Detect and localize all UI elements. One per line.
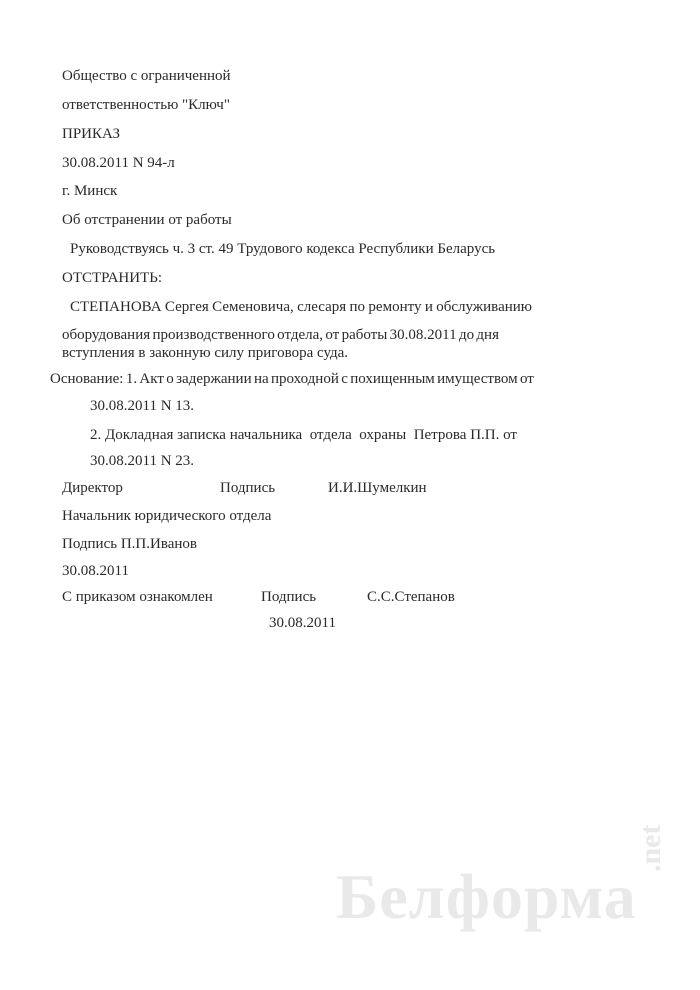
word: проходной bbox=[271, 371, 339, 387]
order-paragraph-line2 bbox=[62, 326, 499, 344]
grounds-line2: 30.08.2011 N 13. bbox=[90, 398, 195, 414]
order-paragraph-line3: вступления в законную силу приговора суда. bbox=[62, 345, 349, 361]
word: работы bbox=[341, 327, 388, 343]
watermark-domain: .net bbox=[634, 824, 667, 872]
org-name-line2: ответственностью "Ключ" bbox=[62, 97, 230, 113]
director-title: Директор bbox=[62, 480, 123, 496]
acknowledgement-label: С приказом ознакомлен bbox=[62, 589, 213, 605]
word: 30.08.2011 bbox=[389, 327, 457, 343]
word: СТЕПАНОВА bbox=[70, 299, 162, 315]
watermark-logo: Белформа bbox=[336, 861, 637, 932]
word: производственного bbox=[152, 327, 275, 343]
order-paragraph-line1 bbox=[70, 298, 532, 316]
grounds-line1 bbox=[50, 370, 534, 388]
word: Семеновича, bbox=[212, 299, 294, 315]
acknowledgement-name: С.С.Степанов bbox=[367, 589, 455, 605]
word: от bbox=[325, 327, 340, 343]
document-city: г. Минск bbox=[62, 183, 118, 199]
order-word: ОТСТРАНИТЬ: bbox=[62, 270, 163, 286]
word: задержании bbox=[176, 371, 252, 387]
word: отдела, bbox=[277, 327, 324, 343]
legal-head-date: 30.08.2011 bbox=[62, 563, 129, 579]
director-name: И.И.Шумелкин bbox=[328, 480, 427, 496]
acknowledgement-date: 30.08.2011 bbox=[269, 615, 336, 631]
word: Акт bbox=[139, 371, 164, 387]
word: обслуживанию bbox=[436, 299, 532, 315]
word: с bbox=[341, 371, 348, 387]
legal-head-title: Начальник юридического отдела bbox=[62, 508, 272, 524]
word: от bbox=[520, 371, 534, 387]
word: ремонту bbox=[368, 299, 422, 315]
document-subject: Об отстранении от работы bbox=[62, 212, 232, 228]
legal-head-signature: Подпись П.П.Иванов bbox=[62, 536, 197, 552]
word: имуществом bbox=[437, 371, 518, 387]
word: Основание: bbox=[50, 371, 124, 387]
word: Сергея bbox=[164, 299, 209, 315]
legal-basis: Руководствуясь ч. 3 ст. 49 Трудового кодекса Республики Беларусь bbox=[70, 241, 496, 257]
document-date-number: 30.08.2011 N 94-л bbox=[62, 155, 175, 171]
word: и bbox=[424, 299, 433, 315]
org-name-line1: Общество с ограниченной bbox=[62, 68, 231, 84]
word: 1. bbox=[125, 371, 138, 387]
word: на bbox=[253, 371, 269, 387]
director-signature: Подпись bbox=[220, 480, 276, 496]
word: по bbox=[349, 299, 366, 315]
acknowledgement-signature: Подпись bbox=[261, 589, 317, 605]
word: о bbox=[166, 371, 174, 387]
grounds-line3: 2. Докладная записка начальника отдела охраны Петрова П.П. от bbox=[90, 427, 517, 443]
document-type: ПРИКАЗ bbox=[62, 126, 120, 142]
word: слесаря bbox=[297, 299, 347, 315]
word: до bbox=[458, 327, 475, 343]
word: оборудования bbox=[62, 327, 151, 343]
word: похищенным bbox=[350, 371, 435, 387]
grounds-line4: 30.08.2011 N 23. bbox=[90, 453, 195, 469]
word: дня bbox=[476, 327, 499, 343]
